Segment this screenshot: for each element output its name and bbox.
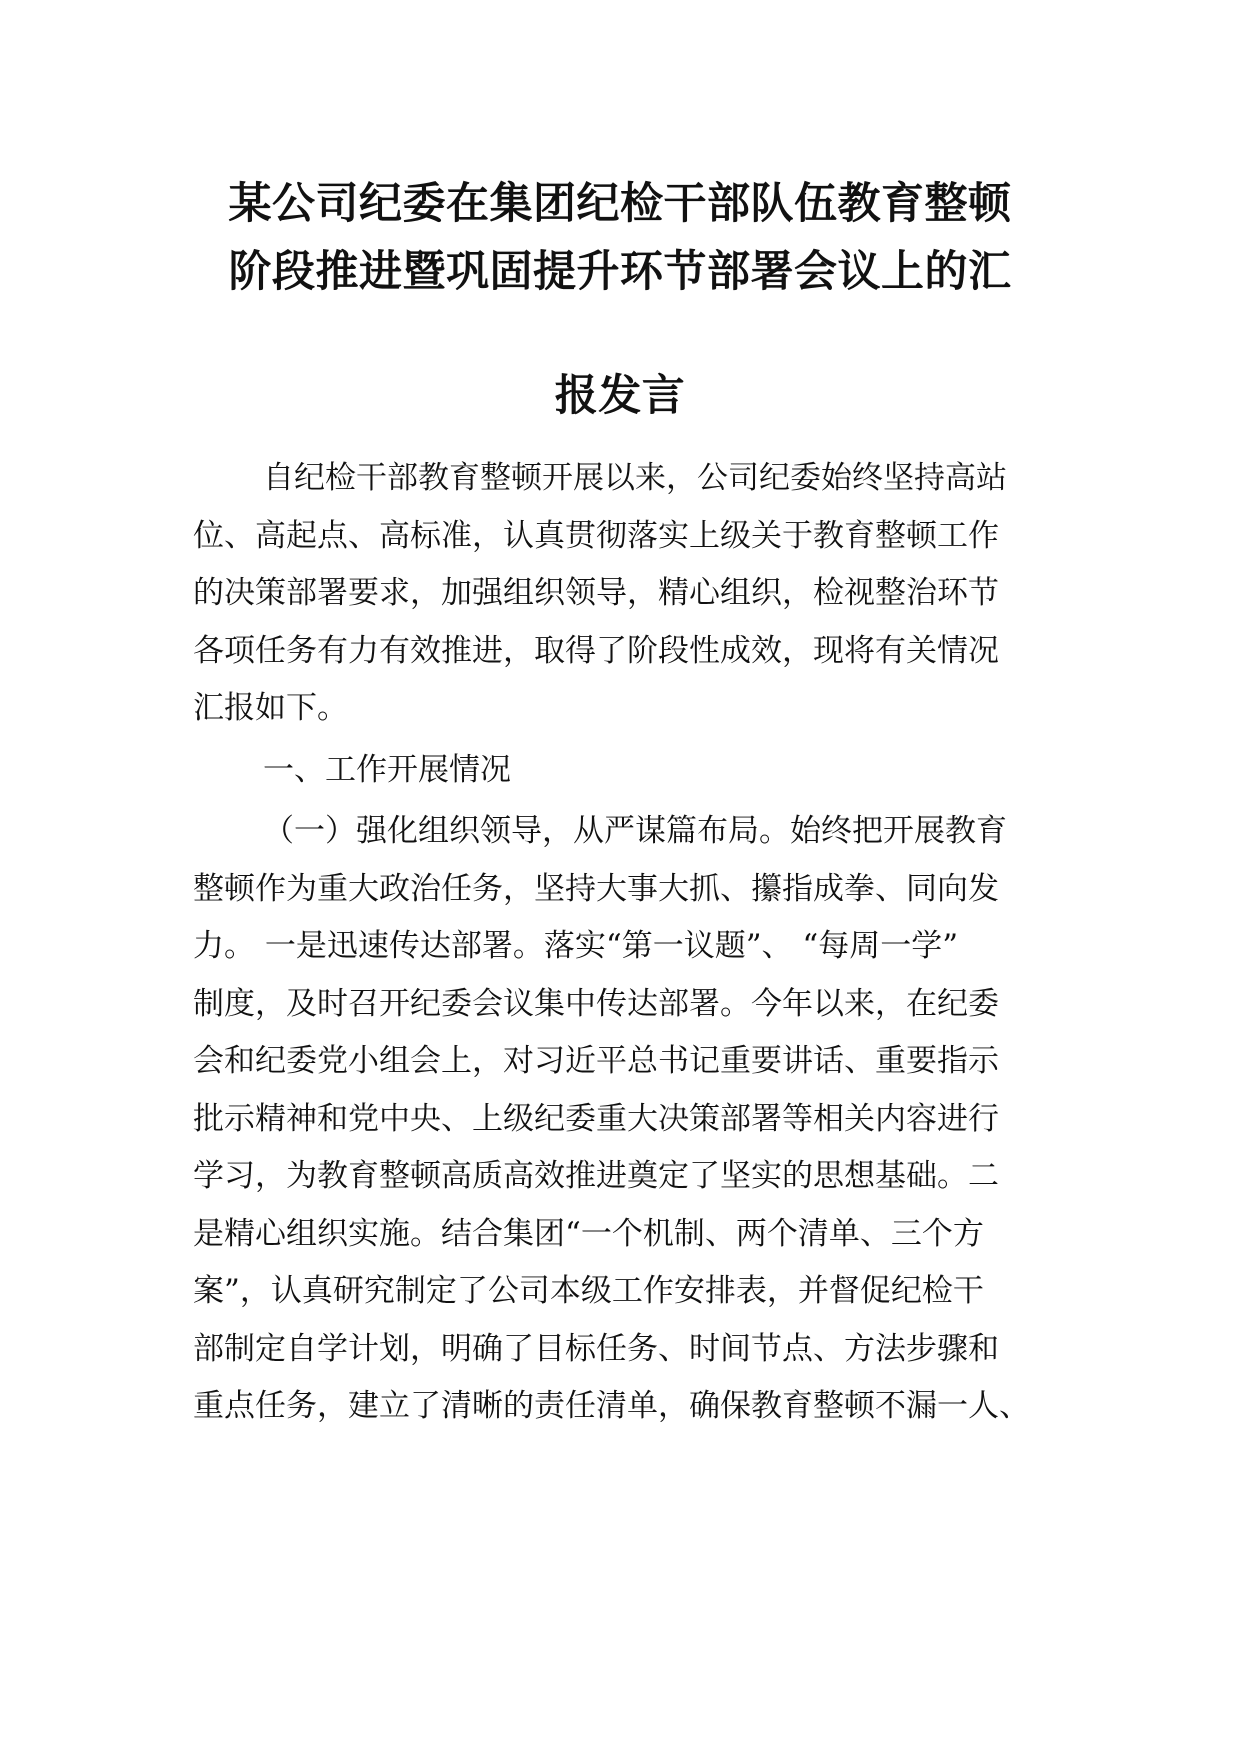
section-paragraph-line: 部制定自学计划，明确了目标任务、时间节点、方法步骤和: [193, 1330, 999, 1367]
intro-paragraph-line: 汇报如下。: [193, 690, 348, 726]
section-paragraph-line: 案”，认真研究制定了公司本级工作安排表，并督促纪检干: [193, 1273, 984, 1309]
intro-paragraph-line: 的决策部署要求，加强组织领导，精心组织，检视整治环节: [193, 575, 999, 611]
section-paragraph-line: 制度，及时召开纪委会议集中传达部署。今年以来，在纪委: [193, 985, 999, 1022]
section-paragraph-line: 会和纪委党小组会上，对习近平总书记重要讲话、重要指示: [193, 1043, 999, 1079]
section-paragraph-line: 学习，为教育整顿高质高效推进奠定了坚实的思想基础。二: [193, 1158, 999, 1194]
intro-paragraph-line: 自纪检干部教育整顿开展以来，公司纪委始终坚持高站: [263, 460, 1007, 496]
section-heading: 一、工作开展情况: [263, 751, 511, 788]
section-paragraph-line: 是精心组织实施。结合集团“一个机制、两个清单、三个方: [193, 1215, 984, 1252]
document-title-line-3: 报发言: [554, 371, 686, 421]
section-paragraph-line: 整顿作为重大政治任务，坚持大事大抓、攥指成拳、同向发: [193, 870, 999, 907]
section-paragraph-line: 批示精神和党中央、上级纪委重大决策部署等相关内容进行: [193, 1100, 999, 1137]
intro-paragraph-line: 各项任务有力有效推进，取得了阶段性成效，现将有关情况: [193, 632, 999, 669]
section-paragraph-line: 力。 一是迅速传达部署。落实“第一议题”、 “每周一学”: [193, 928, 959, 964]
document-title-line-1: 某公司纪委在集团纪检干部队伍教育整顿: [228, 179, 1012, 229]
intro-paragraph-line: 位、高起点、高标准，认真贯彻落实上级关于教育整顿工作: [193, 517, 999, 554]
section-paragraph-line: 重点任务，建立了清晰的责任清单，确保教育整顿不漏一人、: [193, 1388, 1030, 1424]
document-title-line-2: 阶段推进暨巩固提升环节部署会议上的汇: [228, 247, 1012, 297]
document-body: [193, 450, 1063, 1436]
section-paragraph-line: （一）强化组织领导，从严谋篇布局。始终把开展教育: [263, 813, 1007, 849]
